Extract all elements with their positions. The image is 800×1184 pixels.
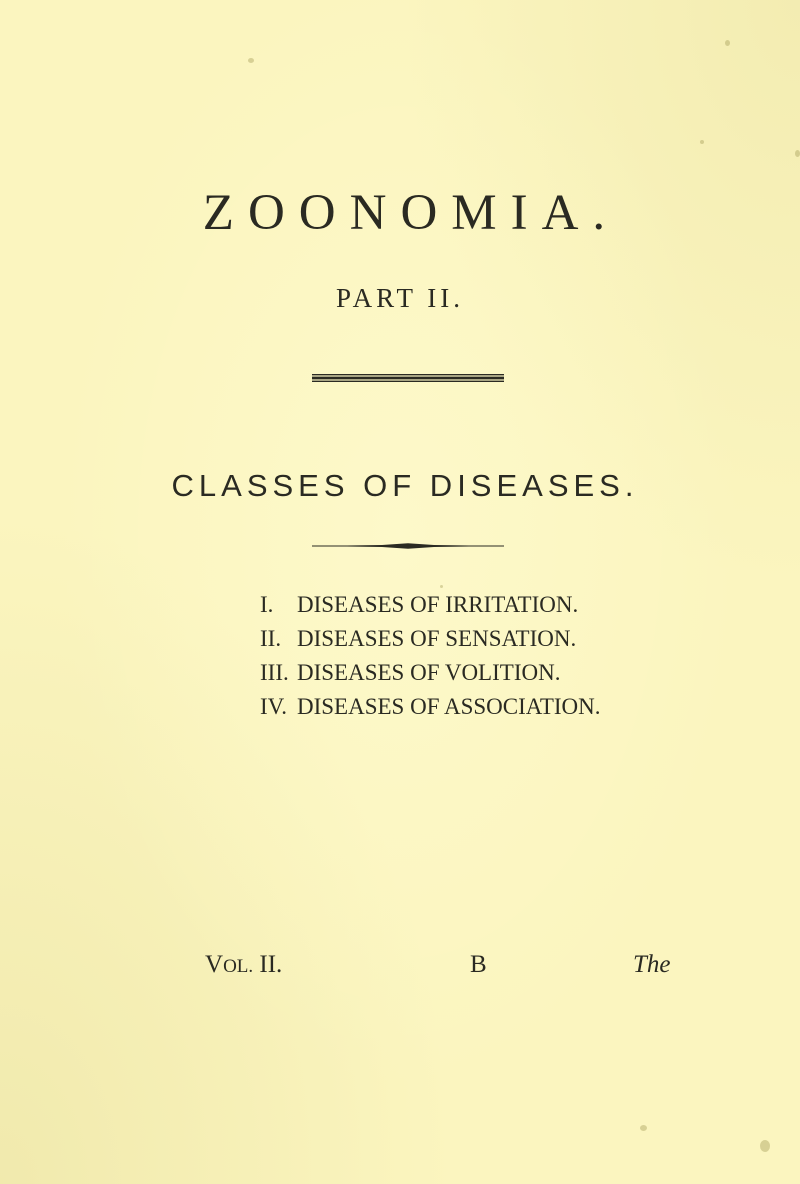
item-label: DISEASES OF SENSATION. xyxy=(297,626,577,651)
item-label: DISEASES OF ASSOCIATION. xyxy=(297,694,601,719)
section-heading: CLASSES OF DISEASES. xyxy=(171,468,639,503)
catchword: The xyxy=(633,951,671,978)
signature-mark: B xyxy=(470,951,487,978)
volume-word: OL. xyxy=(223,956,254,977)
paper-speck xyxy=(795,150,800,157)
paper-speck xyxy=(725,40,730,46)
list-item xyxy=(260,690,680,724)
paper-speck xyxy=(700,140,704,144)
ornamental-rule xyxy=(312,542,504,550)
paper-speck xyxy=(640,1125,647,1131)
book-title: ZOONOMIA. xyxy=(202,185,620,241)
volume-number: II. xyxy=(259,951,283,978)
part-heading: PART II. xyxy=(336,283,464,313)
item-label: DISEASES OF IRRITATION. xyxy=(297,592,579,617)
volume-label xyxy=(205,950,282,982)
paper-speck xyxy=(760,1140,770,1152)
contents-list xyxy=(260,588,680,724)
item-numeral: III. xyxy=(260,660,289,685)
list-item xyxy=(260,622,680,656)
item-label: DISEASES OF VOLITION. xyxy=(297,660,561,685)
item-numeral: IV. xyxy=(260,694,288,719)
list-item xyxy=(260,588,680,622)
paper-speck xyxy=(248,58,254,63)
thick-rule-divider xyxy=(312,374,504,382)
list-item xyxy=(260,656,680,690)
item-numeral: II. xyxy=(260,626,282,651)
item-numeral: I. xyxy=(260,592,274,617)
volume-prefix: V xyxy=(205,951,224,978)
